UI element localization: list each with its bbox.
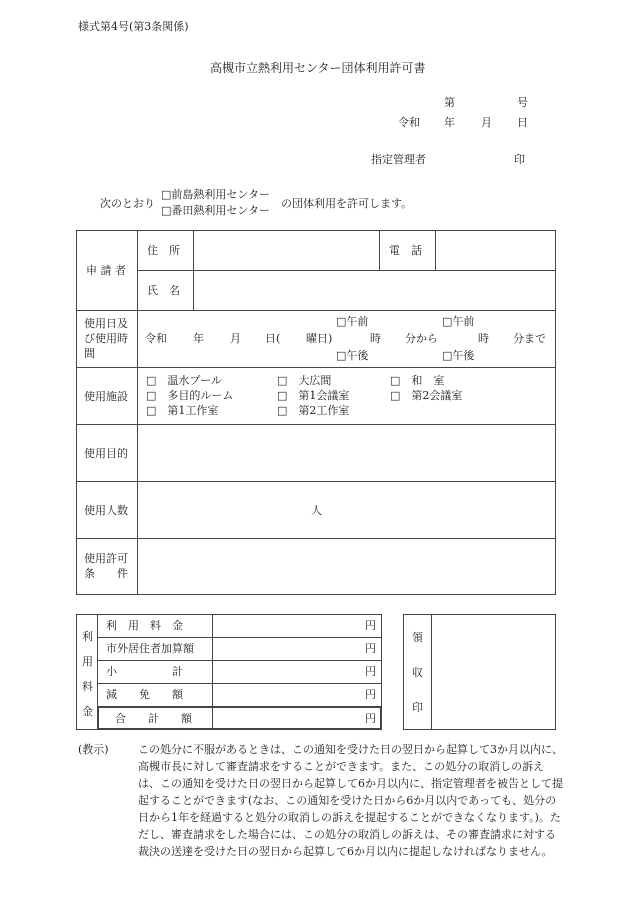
purpose-label: 使用目的 [84,447,128,460]
name-field[interactable] [195,272,554,308]
fee-row-label-subtotal: 小 計 [106,665,183,678]
phone-field[interactable] [437,232,554,268]
end-until: 分まで [513,332,546,345]
usage-datetime-label-2: び使用時 [84,332,128,345]
fee-row-unit-total: 円 [365,712,376,725]
fee-row-unit-surcharge: 円 [365,642,376,655]
fees-side-label-4: 金 [82,705,93,718]
usage-datetime-label-1: 使用日及 [84,317,128,330]
people-field[interactable] [139,483,554,536]
usage-weekday: 曜日) [306,332,333,345]
facility-japanese-room[interactable]: □ 和 室 [390,374,445,387]
people-unit: 人 [311,504,322,517]
number-suffix: 号 [517,96,528,109]
notice-heading: (教示) [78,743,109,756]
applicant-label: 申 請 者 [86,264,126,277]
fee-row-unit-usage: 円 [365,619,376,632]
receipt-label-3: 印 [412,701,423,714]
facility-main-hall[interactable]: □ 大広間 [277,374,332,387]
date-year: 年 [444,116,455,129]
date-day: 日 [517,116,528,129]
facilities-label: 使用施設 [84,390,128,403]
facility-option-2[interactable]: □番田熱利用センター [161,204,270,217]
fee-row-label-total: 合 計 額 [115,712,192,725]
facility-multipurpose-room[interactable]: □ 多目的ルーム [146,389,234,402]
usage-day: 日( [265,332,281,345]
start-from: 分から [405,332,438,345]
conditions-field[interactable] [139,540,554,593]
form-number: 様式第4号(第3条関係) [78,20,189,33]
facility-heated-pool[interactable]: □ 温水プール [146,374,222,387]
fees-side-label-3: 料 [82,680,93,693]
usage-era: 令和 [145,332,167,345]
usage-month: 月 [230,332,241,345]
manager-label: 指定管理者 [371,153,426,166]
date-month: 月 [481,116,492,129]
usage-year: 年 [193,332,204,345]
seal-label: 印 [514,153,525,166]
permit-suffix: の団体利用を許可します。 [281,197,413,210]
facility-workshop-1[interactable]: □ 第1工作室 [146,404,219,417]
conditions-label-1: 使用許可 [84,552,128,565]
address-label: 住 所 [147,244,180,257]
receipt-stamp-box [403,614,556,730]
notice-text: この処分に不服があるときは、この通知を受けた日の翌日から起算して3か月以内に、高槻市長に対して審査請求をすることができます。また、この処分の取消しの訴えは、この通知を受けた日の翌日から起算して6か月以内に、指定管理者を被告として提起することができます(なお、この通知を受けた日から6か月以内であっても、処分の日から1年を経過すると処分の取消しの訴えを提起することができなくなります。)。ただし、審査請求をした場合には、この処分の取消しの訴えは、その審査請求に対する裁決の送達を受けた日の翌日から起算して6か月以内に提起しなければなりません。 [138,743,563,858]
end-hour: 時 [478,332,489,345]
purpose-field[interactable] [139,426,554,479]
phone-label: 電 話 [389,244,422,257]
end-pm-option[interactable]: □午後 [442,349,475,362]
people-label: 使用人数 [84,504,128,517]
permit-prefix: 次のとおり [100,197,155,210]
fee-row-label-reduction: 減 免 額 [106,688,183,701]
page-title: 高槻市立熱利用センター団体利用許可書 [210,61,426,75]
start-pm-option[interactable]: □午後 [336,349,369,362]
conditions-label-2: 条 件 [84,567,128,580]
fee-row-unit-subtotal: 円 [365,665,376,678]
fees-side-label-2: 用 [82,655,93,668]
fee-row-unit-reduction: 円 [365,688,376,701]
facility-meeting-room-1[interactable]: □ 第1会議室 [277,389,350,402]
end-am-option[interactable]: □午前 [442,315,475,328]
facility-meeting-room-2[interactable]: □ 第2会議室 [390,389,463,402]
usage-datetime-label-3: 間 [84,347,95,360]
date-era: 令和 [398,116,420,129]
facility-option-1[interactable]: □前島熱利用センター [161,188,270,201]
receipt-label-2: 収 [412,666,423,679]
fee-row-label-surcharge: 市外居住者加算額 [106,642,194,655]
number-label: 第 [444,96,455,109]
name-label: 氏 名 [147,284,180,297]
fees-side-label-1: 利 [82,630,93,643]
start-am-option[interactable]: □午前 [336,315,369,328]
facility-workshop-2[interactable]: □ 第2工作室 [277,404,350,417]
fee-row-label-usage: 利 用 料 金 [106,619,183,632]
start-hour: 時 [370,332,381,345]
receipt-label-1: 領 [412,631,423,644]
address-field[interactable] [195,232,377,268]
